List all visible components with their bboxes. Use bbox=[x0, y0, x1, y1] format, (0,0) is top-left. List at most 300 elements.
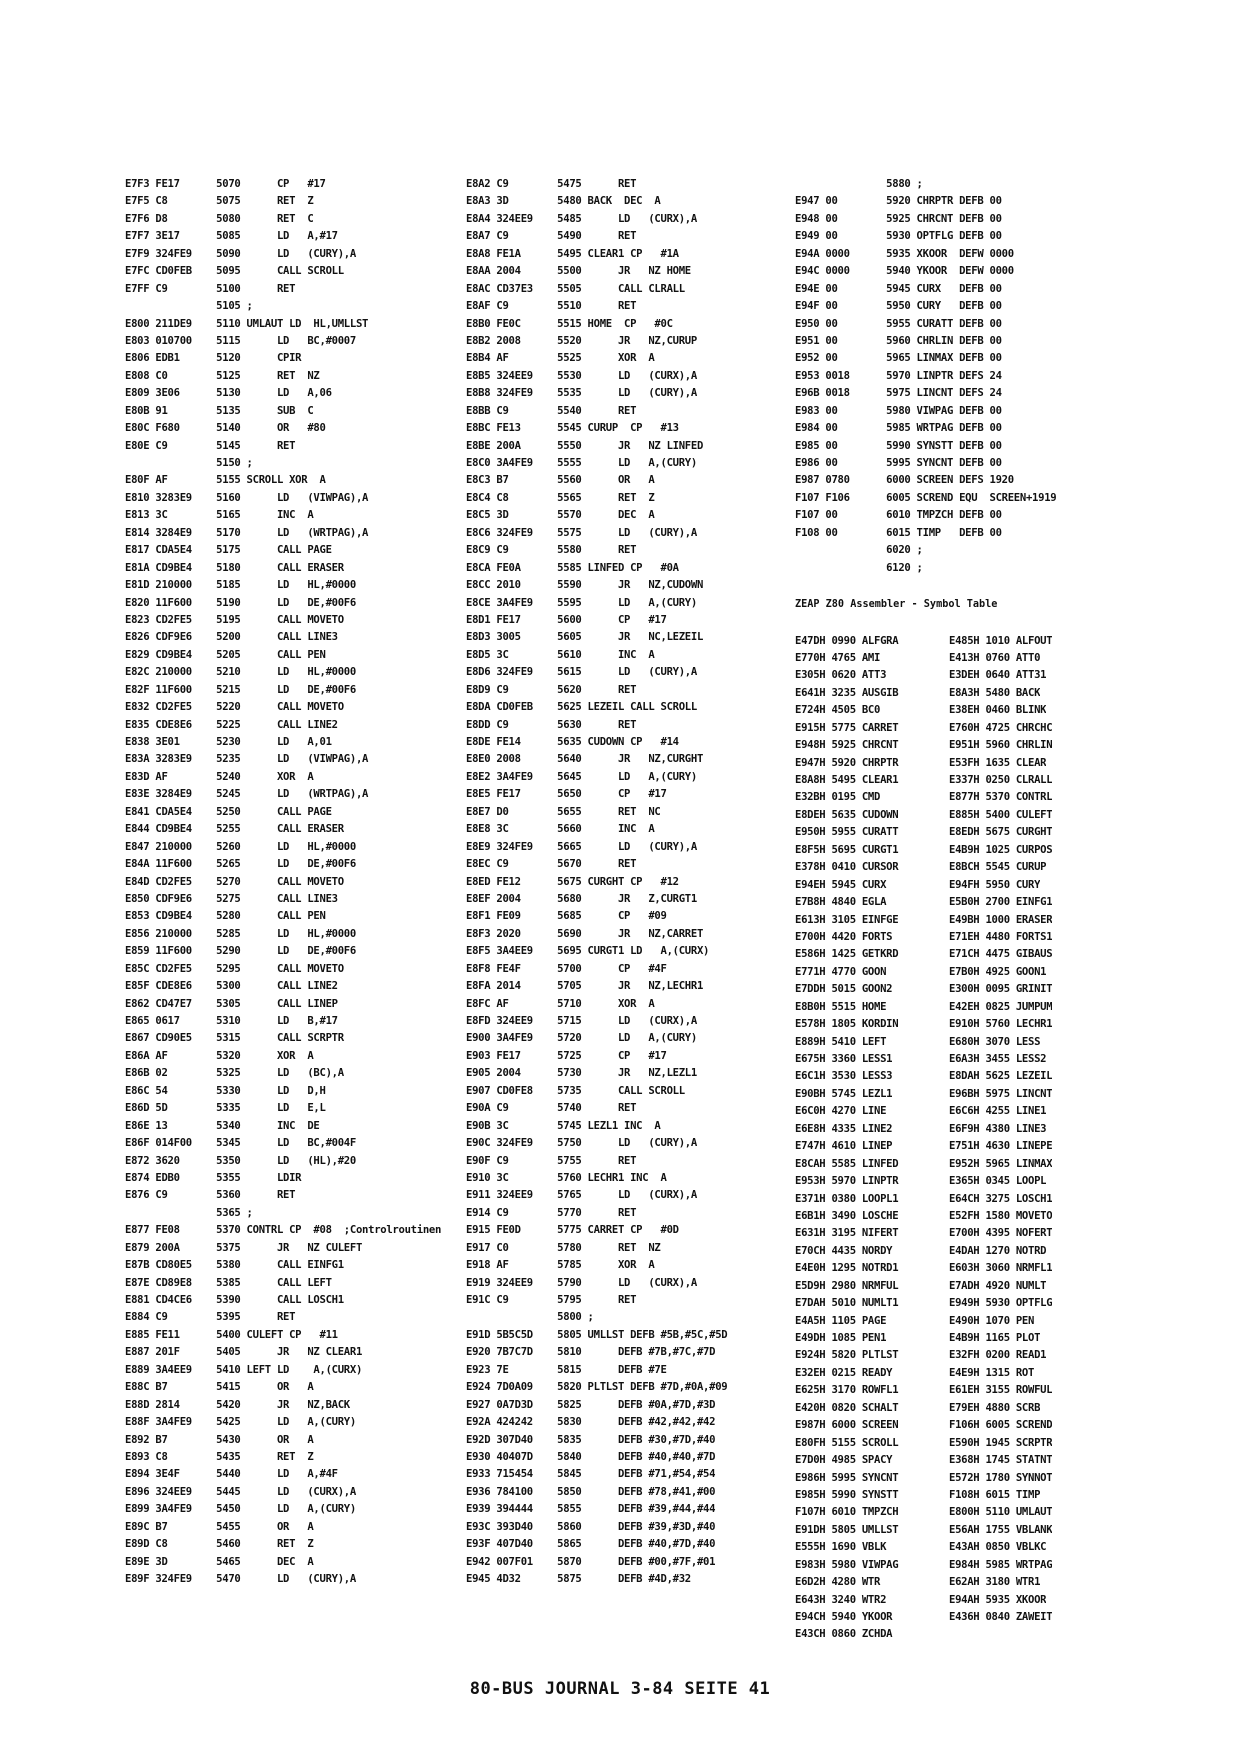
code-line: 5105 ; bbox=[125, 300, 253, 313]
symbol-row bbox=[795, 755, 1205, 772]
symbol-entry: E7ADH 4920 NUMLT bbox=[949, 1279, 1047, 1292]
symbol-entry: E631H 3195 NIFERT bbox=[795, 1227, 899, 1240]
symbol-entry: E613H 3105 EINFGE bbox=[795, 913, 899, 926]
symbol-row bbox=[795, 1592, 1205, 1609]
symbol-row bbox=[795, 772, 1205, 789]
symbol-entry: E90BH 5745 LEZL1 bbox=[795, 1087, 893, 1100]
code-line: E885 FE11 5400 CULEFT CP #11 bbox=[125, 1328, 338, 1341]
symbol-entry: E8DEH 5635 CUDOWN bbox=[795, 808, 899, 821]
symbol-row bbox=[795, 1225, 1205, 1242]
code-line: E80F AF 5155 SCROLL XOR A bbox=[125, 474, 326, 487]
symbol-entry: E625H 3170 ROWFL1 bbox=[795, 1384, 899, 1397]
symbol-entry: E8EDH 5675 CURGHT bbox=[949, 826, 1053, 839]
symbol-table-title: ZEAP Z80 Assembler - Symbol Table bbox=[795, 599, 998, 611]
code-line: E859 11F600 5290 LD DE,#00F6 bbox=[125, 945, 356, 958]
symbol-entry: E586H 1425 GETKRD bbox=[795, 948, 899, 961]
symbol-entry: E800H 5110 UMLAUT bbox=[949, 1506, 1053, 1519]
symbol-row bbox=[795, 964, 1205, 981]
code-line: E8BB C9 5540 RET bbox=[466, 404, 637, 417]
symbol-row bbox=[795, 1156, 1205, 1173]
symbol-entry: F106H 6005 SCREND bbox=[949, 1419, 1053, 1432]
code-line: E939 394444 5855 DEFB #39,#44,#44 bbox=[466, 1503, 716, 1516]
code-line: E7F9 324FE9 5090 LD (CURY),A bbox=[125, 247, 356, 260]
code-line: E918 AF 5785 XOR A bbox=[466, 1259, 655, 1272]
code-line: E88D 2814 5420 JR NZ,BACK bbox=[125, 1398, 350, 1411]
code-line: E88C B7 5415 OR A bbox=[125, 1381, 314, 1394]
code-line: E84A 11F600 5265 LD DE,#00F6 bbox=[125, 858, 356, 871]
code-line: E86A AF 5320 XOR A bbox=[125, 1049, 314, 1062]
code-line: E8F5 3A4EE9 5695 CURGT1 LD A,(CURX) bbox=[466, 945, 710, 958]
code-line: E850 CDF9E6 5275 CALL LINE3 bbox=[125, 892, 338, 905]
code-line: F108 00 6015 TIMP DEFB 00 bbox=[795, 526, 1002, 539]
symbol-row bbox=[795, 702, 1205, 719]
code-line: E984 00 5985 WRTPAG DEFB 00 bbox=[795, 422, 1002, 435]
code-line: E7FF C9 5100 RET bbox=[125, 282, 296, 295]
symbol-entry: E6F9H 4380 LINE3 bbox=[949, 1122, 1047, 1135]
symbol-entry: F108H 6015 TIMP bbox=[949, 1488, 1041, 1501]
code-line: E803 010700 5115 LD BC,#0007 bbox=[125, 334, 356, 347]
symbol-row bbox=[795, 789, 1205, 806]
code-line: E8DA CD0FEB 5625 LEZEIL CALL SCROLL bbox=[466, 701, 697, 714]
code-line: E8CC 2010 5590 JR NZ,CUDOWN bbox=[466, 579, 704, 592]
symbol-entry: E987H 6000 SCREEN bbox=[795, 1419, 899, 1432]
code-line: E8A7 C9 5490 RET bbox=[466, 230, 637, 243]
symbol-row bbox=[795, 1086, 1205, 1103]
code-line: E987 0780 6000 SCREEN DEFS 1920 bbox=[795, 474, 1014, 487]
code-line: E809 3E06 5130 LD A,06 bbox=[125, 387, 332, 400]
symbol-entry: E680H 3070 LESS bbox=[949, 1035, 1041, 1048]
symbol-row bbox=[795, 1313, 1205, 1330]
symbol-row bbox=[795, 859, 1205, 876]
symbol-entry: E94AH 5935 XKOOR bbox=[949, 1593, 1047, 1606]
code-line: E89E 3D 5465 DEC A bbox=[125, 1555, 314, 1568]
code-line: E986 00 5995 SYNCNT DEFB 00 bbox=[795, 457, 1002, 469]
code-line: E8C6 324FE9 5575 LD (CURY),A bbox=[466, 526, 697, 539]
code-line: E86D 5D 5335 LD E,L bbox=[125, 1102, 326, 1115]
code-line: E910 3C 5760 LECHR1 INC A bbox=[466, 1171, 667, 1184]
symbol-entry: E985H 5990 SYNSTT bbox=[795, 1488, 899, 1501]
code-line: E8B5 324EE9 5530 LD (CURX),A bbox=[466, 369, 697, 382]
symbol-row bbox=[795, 685, 1205, 702]
symbol-row bbox=[795, 1051, 1205, 1068]
symbol-entry: E62AH 3180 WTR1 bbox=[949, 1576, 1041, 1589]
code-line: E919 324EE9 5790 LD (CURX),A bbox=[466, 1276, 697, 1289]
code-line: E8CA FE0A 5585 LINFED CP #0A bbox=[466, 561, 679, 574]
symbol-entry: E8CAH 5585 LINFED bbox=[795, 1157, 899, 1170]
symbol-table bbox=[795, 633, 1205, 1644]
symbol-entry: E770H 4765 AMI bbox=[795, 651, 881, 664]
code-line: E89D C8 5460 RET Z bbox=[125, 1538, 314, 1551]
symbol-entry: E751H 4630 LINEPE bbox=[949, 1140, 1053, 1153]
code-line: E892 B7 5430 OR A bbox=[125, 1433, 314, 1446]
symbol-entry: E947H 5920 CHRPTR bbox=[795, 756, 899, 769]
code-line: E806 EDB1 5120 CPIR bbox=[125, 352, 302, 365]
symbol-row bbox=[795, 824, 1205, 841]
code-line: E89C B7 5455 OR A bbox=[125, 1520, 314, 1533]
symbol-entry: E94FH 5950 CURY bbox=[949, 878, 1041, 891]
code-line: E81D 210000 5185 LD HL,#0000 bbox=[125, 579, 356, 592]
symbol-entry: E6A3H 3455 LESS2 bbox=[949, 1053, 1047, 1065]
code-line: E85F CDE8E6 5300 CALL LINE2 bbox=[125, 980, 338, 993]
code-line: E810 3283E9 5160 LD (VIWPAG),A bbox=[125, 491, 369, 504]
symbol-row bbox=[795, 1574, 1205, 1591]
code-line: E85C CD2FE5 5295 CALL MOVETO bbox=[125, 962, 344, 975]
code-line: F107 F106 6005 SCREND EQU SCREEN+1919 bbox=[795, 491, 1057, 504]
code-line: E84D CD2FE5 5270 CALL MOVETO bbox=[125, 875, 344, 888]
symbol-entry: E80FH 5155 SCROLL bbox=[795, 1436, 899, 1449]
symbol-entry: E4E0H 1295 NOTRD1 bbox=[795, 1262, 899, 1275]
code-line: E8EF 2004 5680 JR Z,CURGT1 bbox=[466, 892, 697, 905]
symbol-row bbox=[795, 1539, 1205, 1556]
code-line: E874 EDB0 5355 LDIR bbox=[125, 1171, 302, 1184]
code-line: E91C C9 5795 RET bbox=[466, 1294, 637, 1306]
code-line: E8EC C9 5670 RET bbox=[466, 858, 637, 871]
symbol-row bbox=[795, 1435, 1205, 1452]
symbol-entry: E71EH 4480 FORTS1 bbox=[949, 930, 1053, 943]
code-line: E8D3 3005 5605 JR NC,LEZEIL bbox=[466, 631, 704, 644]
code-line: E900 3A4FE9 5720 LD A,(CURY) bbox=[466, 1032, 697, 1045]
symbol-entry: E52FH 1580 MOVETO bbox=[949, 1209, 1053, 1222]
code-line: E847 210000 5260 LD HL,#0000 bbox=[125, 840, 356, 853]
symbol-entry: E555H 1690 VBLK bbox=[795, 1541, 887, 1554]
symbol-row bbox=[795, 1452, 1205, 1469]
code-line: E829 CD9BE4 5205 CALL PEN bbox=[125, 648, 326, 661]
code-line: E94C 0000 5940 YKOOR DEFW 0000 bbox=[795, 265, 1014, 278]
symbol-row bbox=[795, 1138, 1205, 1155]
code-line: E88F 3A4FE9 5425 LD A,(CURY) bbox=[125, 1416, 356, 1429]
code-line: E930 40407D 5840 DEFB #40,#40,#7D bbox=[466, 1450, 716, 1463]
symbol-row bbox=[795, 1347, 1205, 1364]
code-line: E86B 02 5325 LD (BC),A bbox=[125, 1067, 344, 1080]
symbol-entry: E71CH 4475 GIBAUS bbox=[949, 948, 1053, 961]
code-line: E92A 424242 5830 DEFB #42,#42,#42 bbox=[466, 1416, 716, 1429]
code-line: E80C F680 5140 OR #80 bbox=[125, 422, 326, 435]
symbol-entry: E877H 5370 CONTRL bbox=[949, 791, 1053, 804]
code-line: E8F8 FE4F 5700 CP #4F bbox=[466, 962, 667, 975]
code-line: E87E CD89E8 5385 CALL LEFT bbox=[125, 1276, 332, 1289]
symbol-row bbox=[795, 894, 1205, 911]
symbol-row bbox=[795, 1295, 1205, 1312]
code-line: E7F3 FE17 5070 CP #17 bbox=[125, 178, 326, 190]
code-line: E884 C9 5395 RET bbox=[125, 1311, 296, 1324]
code-line: E893 C8 5435 RET Z bbox=[125, 1450, 314, 1463]
code-line: E8FD 324EE9 5715 LD (CURX),A bbox=[466, 1015, 697, 1027]
symbol-row bbox=[795, 912, 1205, 929]
symbol-entry: E490H 1070 PEN bbox=[949, 1314, 1035, 1327]
code-line: E985 00 5990 SYNSTT DEFB 00 bbox=[795, 439, 1002, 452]
symbol-row bbox=[795, 1400, 1205, 1417]
symbol-entry: E4DAH 1270 NOTRD bbox=[949, 1244, 1047, 1257]
symbol-row bbox=[795, 877, 1205, 894]
code-line: E92D 307D40 5835 DEFB #30,#7D,#40 bbox=[466, 1433, 716, 1446]
code-line: E887 201F 5405 JR NZ CLEAR1 bbox=[125, 1346, 363, 1359]
code-line: E81A CD9BE4 5180 CALL ERASER bbox=[125, 561, 344, 574]
code-line: E844 CD9BE4 5255 CALL ERASER bbox=[125, 823, 344, 836]
code-line: E907 CD0FE8 5735 CALL SCROLL bbox=[466, 1084, 685, 1097]
code-line: E889 3A4EE9 5410 LEFT LD A,(CURX) bbox=[125, 1363, 363, 1376]
code-line: E872 3620 5350 LD (HL),#20 bbox=[125, 1154, 356, 1167]
code-line: 5365 ; bbox=[125, 1206, 253, 1219]
code-line: E8E0 2008 5640 JR NZ,CURGHT bbox=[466, 753, 704, 766]
code-line: 5150 ; bbox=[125, 457, 253, 469]
code-line: E8A3 3D 5480 BACK DEC A bbox=[466, 195, 661, 208]
symbol-entry: E49DH 1085 PEN1 bbox=[795, 1332, 887, 1344]
symbol-row bbox=[795, 1487, 1205, 1504]
symbol-entry: E4A5H 1105 PAGE bbox=[795, 1314, 887, 1327]
code-line: E8D5 3C 5610 INC A bbox=[466, 648, 655, 661]
symbol-entry: E8B0H 5515 HOME bbox=[795, 1000, 887, 1013]
symbol-entry: E305H 0620 ATT3 bbox=[795, 669, 887, 682]
code-line: E865 0617 5310 LD B,#17 bbox=[125, 1015, 338, 1027]
code-line: E800 211DE9 5110 UMLAUT LD HL,UMLLST bbox=[125, 317, 369, 330]
symbol-row bbox=[795, 1382, 1205, 1399]
code-line: E8D6 324FE9 5615 LD (CURY),A bbox=[466, 666, 697, 679]
symbol-entry: E949H 5930 OPTFLG bbox=[949, 1297, 1053, 1310]
symbol-entry: E7D0H 4985 SPACY bbox=[795, 1454, 893, 1467]
symbol-entry: E49BH 1000 ERASER bbox=[949, 913, 1053, 926]
symbol-entry: E8F5H 5695 CURGT1 bbox=[795, 843, 899, 856]
code-line: E881 CD4CE6 5390 CALL LOSCH1 bbox=[125, 1294, 344, 1306]
code-line: E8D9 C9 5620 RET bbox=[466, 683, 637, 696]
code-line: F107 00 6010 TMPZCH DEFB 00 bbox=[795, 509, 1002, 522]
code-line: E8D1 FE17 5600 CP #17 bbox=[466, 613, 667, 626]
symbol-entry: E371H 0380 LOOPL1 bbox=[795, 1192, 899, 1205]
symbol-entry: E94EH 5945 CURX bbox=[795, 878, 887, 891]
code-line: E951 00 5960 CHRLIN DEFB 00 bbox=[795, 334, 1002, 347]
code-line: E80B 91 5135 SUB C bbox=[125, 404, 314, 417]
symbol-entry: E4B9H 1165 PLOT bbox=[949, 1332, 1041, 1344]
symbol-entry: E8A8H 5495 CLEAR1 bbox=[795, 774, 899, 786]
code-line: E905 2004 5730 JR NZ,LEZL1 bbox=[466, 1067, 697, 1080]
listing-column-2 bbox=[466, 176, 796, 1588]
code-line: E879 200A 5375 JR NZ CULEFT bbox=[125, 1241, 363, 1254]
code-line: E917 C0 5780 RET NZ bbox=[466, 1241, 661, 1254]
code-line: E899 3A4FE9 5450 LD A,(CURY) bbox=[125, 1503, 356, 1516]
symbol-entry: E61EH 3155 ROWFUL bbox=[949, 1384, 1053, 1397]
code-line: E817 CDA5E4 5175 CALL PAGE bbox=[125, 544, 332, 557]
code-line: 5880 ; bbox=[795, 178, 923, 190]
symbol-entry: E485H 1010 ALFOUT bbox=[949, 634, 1053, 647]
symbol-row bbox=[795, 999, 1205, 1016]
symbol-entry: E5B0H 2700 EINFG1 bbox=[949, 896, 1053, 909]
symbol-row bbox=[795, 1173, 1205, 1190]
symbol-row bbox=[795, 1103, 1205, 1120]
code-line: E7F7 3E17 5085 LD A,#17 bbox=[125, 230, 338, 243]
code-line: E877 FE08 5370 CONTRL CP #08 ;Controlroutinen bbox=[125, 1224, 442, 1237]
symbol-row bbox=[795, 1417, 1205, 1434]
code-line: E82F 11F600 5215 LD DE,#00F6 bbox=[125, 683, 356, 696]
code-line: 5800 ; bbox=[466, 1311, 594, 1324]
code-line: E949 00 5930 OPTFLG DEFB 00 bbox=[795, 230, 1002, 243]
code-line: E8FA 2014 5705 JR NZ,LECHR1 bbox=[466, 980, 704, 993]
code-line: E7FC CD0FEB 5095 CALL SCROLL bbox=[125, 265, 344, 278]
symbol-entry: E572H 1780 SYNNOT bbox=[949, 1471, 1053, 1484]
symbol-entry: E6B1H 3490 LOSCHE bbox=[795, 1209, 899, 1222]
code-line: E8BC FE13 5545 CURUP CP #13 bbox=[466, 422, 679, 435]
code-line: E8E7 D0 5655 RET NC bbox=[466, 805, 661, 818]
symbol-entry: E885H 5400 CULEFT bbox=[949, 808, 1053, 821]
symbol-entry: E6D2H 4280 WTR bbox=[795, 1576, 881, 1589]
code-line: E952 00 5965 LINMAX DEFB 00 bbox=[795, 352, 1002, 365]
symbol-entry: E643H 3240 WTR2 bbox=[795, 1593, 887, 1606]
code-line: E80E C9 5145 RET bbox=[125, 439, 296, 452]
symbol-entry: E578H 1805 KORDIN bbox=[795, 1018, 899, 1031]
symbol-entry: E700H 4420 FORTS bbox=[795, 930, 893, 943]
symbol-row bbox=[795, 946, 1205, 963]
code-line: E8C9 C9 5580 RET bbox=[466, 544, 637, 557]
code-line: E8B2 2008 5520 JR NZ,CURUP bbox=[466, 334, 697, 347]
code-line: E867 CD90E5 5315 CALL SCRPTR bbox=[125, 1032, 344, 1045]
code-line: E808 C0 5125 RET NZ bbox=[125, 369, 320, 382]
code-line: E94F 00 5950 CURY DEFB 00 bbox=[795, 300, 1002, 313]
symbol-entry: E984H 5985 WRTPAG bbox=[949, 1558, 1053, 1571]
symbol-entry: E42EH 0825 JUMPUM bbox=[949, 1000, 1053, 1013]
symbol-entry: E910H 5760 LECHR1 bbox=[949, 1018, 1053, 1031]
data-definitions bbox=[795, 176, 1205, 577]
symbol-entry: E64CH 3275 LOSCH1 bbox=[949, 1192, 1053, 1205]
code-line: E835 CDE8E6 5225 CALL LINE2 bbox=[125, 718, 338, 731]
symbol-row bbox=[795, 1626, 1205, 1643]
code-line: E927 0A7D3D 5825 DEFB #0A,#7D,#3D bbox=[466, 1398, 716, 1411]
code-line: E8A2 C9 5475 RET bbox=[466, 178, 637, 190]
code-line: E7F6 D8 5080 RET C bbox=[125, 212, 314, 225]
code-line: E90C 324FE9 5750 LD (CURY),A bbox=[466, 1137, 697, 1150]
code-line: E94A 0000 5935 XKOOR DEFW 0000 bbox=[795, 247, 1014, 260]
symbol-row bbox=[795, 650, 1205, 667]
code-line: E8ED FE12 5675 CURGHT CP #12 bbox=[466, 875, 679, 888]
code-line: E7F5 C8 5075 RET Z bbox=[125, 195, 314, 208]
symbol-row bbox=[795, 720, 1205, 737]
code-line: E8AF C9 5510 RET bbox=[466, 300, 637, 313]
symbol-entry: E47DH 0990 ALFGRA bbox=[795, 634, 899, 647]
symbol-row bbox=[795, 1191, 1205, 1208]
code-line: E862 CD47E7 5305 CALL LINEP bbox=[125, 997, 338, 1010]
code-line: E983 00 5980 VIWPAG DEFB 00 bbox=[795, 404, 1002, 417]
symbol-entry: E700H 4395 NOFERT bbox=[949, 1227, 1053, 1240]
code-line: 6120 ; bbox=[795, 561, 923, 574]
code-line: E8C0 3A4FE9 5555 LD A,(CURY) bbox=[466, 457, 697, 469]
symbol-row bbox=[795, 1278, 1205, 1295]
code-line: E90F C9 5755 RET bbox=[466, 1154, 637, 1167]
symbol-entry: E948H 5925 CHRCNT bbox=[795, 739, 899, 752]
code-line: E841 CDA5E4 5250 CALL PAGE bbox=[125, 805, 332, 818]
code-line: E93F 407D40 5865 DEFB #40,#7D,#40 bbox=[466, 1538, 716, 1551]
symbol-entry: E413H 0760 ATT0 bbox=[949, 651, 1041, 664]
symbol-entry: E771H 4770 GOON bbox=[795, 965, 887, 978]
symbol-entry: E368H 1745 STATNT bbox=[949, 1454, 1053, 1467]
code-line: E8B4 AF 5525 XOR A bbox=[466, 352, 655, 365]
symbol-row bbox=[795, 1504, 1205, 1521]
symbol-entry: E951H 5960 CHRLIN bbox=[949, 739, 1053, 752]
symbol-entry: E6E8H 4335 LINE2 bbox=[795, 1122, 893, 1135]
symbol-entry: E7B0H 4925 GOON1 bbox=[949, 965, 1047, 978]
symbol-entry: E760H 4725 CHRCHC bbox=[949, 721, 1053, 734]
symbol-entry: E950H 5955 CURATT bbox=[795, 826, 899, 839]
code-line: E896 324EE9 5445 LD (CURX),A bbox=[125, 1485, 356, 1498]
symbol-entry: E300H 0095 GRINIT bbox=[949, 983, 1053, 996]
code-line: E86E 13 5340 INC DE bbox=[125, 1119, 320, 1132]
symbol-entry: E5D9H 2980 NRMFUL bbox=[795, 1279, 899, 1292]
code-line: E820 11F600 5190 LD DE,#00F6 bbox=[125, 596, 356, 609]
symbol-entry: E436H 0840 ZAWEIT bbox=[949, 1611, 1053, 1623]
symbol-row bbox=[795, 1016, 1205, 1033]
code-line: E82C 210000 5210 LD HL,#0000 bbox=[125, 666, 356, 679]
symbol-row bbox=[795, 1365, 1205, 1382]
code-line: E8C3 B7 5560 OR A bbox=[466, 474, 655, 487]
code-line: E90B 3C 5745 LEZL1 INC A bbox=[466, 1119, 661, 1132]
symbol-row bbox=[795, 842, 1205, 859]
code-line: E83E 3284E9 5245 LD (WRTPAG),A bbox=[125, 788, 369, 801]
symbol-entry: E675H 3360 LESS1 bbox=[795, 1053, 893, 1065]
symbol-entry: E6C1H 3530 LESS3 bbox=[795, 1070, 893, 1083]
code-line: E915 FE0D 5775 CARRET CP #0D bbox=[466, 1224, 679, 1237]
code-line: E823 CD2FE5 5195 CALL MOVETO bbox=[125, 613, 344, 626]
code-line: E911 324EE9 5765 LD (CURX),A bbox=[466, 1189, 697, 1202]
code-line: E920 7B7C7D 5810 DEFB #7B,#7C,#7D bbox=[466, 1346, 716, 1359]
listing-column-3 bbox=[795, 176, 1205, 1644]
code-line: E8E9 324FE9 5665 LD (CURY),A bbox=[466, 840, 697, 853]
symbol-entry: E7B8H 4840 EGLA bbox=[795, 896, 887, 909]
symbol-row bbox=[795, 633, 1205, 650]
code-line: E93C 393D40 5860 DEFB #39,#3D,#40 bbox=[466, 1520, 716, 1533]
code-line: E83A 3283E9 5235 LD (VIWPAG),A bbox=[125, 753, 369, 766]
code-line: E8DE FE14 5635 CUDOWN CP #14 bbox=[466, 736, 679, 748]
symbol-entry: E91DH 5805 UMLLST bbox=[795, 1523, 899, 1536]
symbol-entry: E337H 0250 CLRALL bbox=[949, 774, 1053, 786]
code-line: E8E8 3C 5660 INC A bbox=[466, 823, 655, 836]
code-line: E91D 5B5C5D 5805 UMLLST DEFB #5B,#5C,#5D bbox=[466, 1328, 728, 1341]
code-line: E87B CD80E5 5380 CALL EINFG1 bbox=[125, 1259, 344, 1272]
code-line: E8E2 3A4FE9 5645 LD A,(CURY) bbox=[466, 770, 697, 783]
symbol-entry: E43AH 0850 VBLKC bbox=[949, 1541, 1047, 1554]
symbol-entry: E4B9H 1025 CURPOS bbox=[949, 843, 1053, 856]
symbol-entry: E79EH 4880 SCRB bbox=[949, 1401, 1041, 1414]
code-line: E924 7D0A09 5820 PLTLST DEFB #7D,#0A,#09 bbox=[466, 1381, 728, 1394]
code-line: E8FC AF 5710 XOR A bbox=[466, 997, 655, 1010]
symbol-entry: E983H 5980 VIWPAG bbox=[795, 1558, 899, 1571]
code-line: E814 3284E9 5170 LD (WRTPAG),A bbox=[125, 526, 369, 539]
symbol-entry: E7DAH 5010 NUMLT1 bbox=[795, 1297, 899, 1310]
code-line: E8CE 3A4FE9 5595 LD A,(CURY) bbox=[466, 596, 697, 609]
symbol-entry: E56AH 1755 VBLANK bbox=[949, 1523, 1053, 1536]
symbol-entry: E6C6H 4255 LINE1 bbox=[949, 1105, 1047, 1118]
symbol-entry: E96BH 5975 LINCNT bbox=[949, 1087, 1053, 1100]
code-line: E94E 00 5945 CURX DEFB 00 bbox=[795, 282, 1002, 295]
code-line: E838 3E01 5230 LD A,01 bbox=[125, 736, 332, 748]
symbol-entry: E986H 5995 SYNCNT bbox=[795, 1471, 899, 1484]
symbol-row bbox=[795, 929, 1205, 946]
symbol-entry: E952H 5965 LINMAX bbox=[949, 1157, 1053, 1170]
code-line: E936 784100 5850 DEFB #78,#41,#00 bbox=[466, 1485, 716, 1498]
symbol-entry: F107H 6010 TMPZCH bbox=[795, 1506, 899, 1519]
symbol-row bbox=[795, 807, 1205, 824]
symbol-row bbox=[795, 1330, 1205, 1347]
code-line: E942 007F01 5870 DEFB #00,#7F,#01 bbox=[466, 1555, 716, 1568]
code-line: E8F3 2020 5690 JR NZ,CARRET bbox=[466, 927, 704, 940]
symbol-entry: E889H 5410 LEFT bbox=[795, 1035, 887, 1048]
symbol-entry: E365H 0345 LOOPL bbox=[949, 1175, 1047, 1188]
code-line: E894 3E4F 5440 LD A,#4F bbox=[125, 1468, 338, 1481]
symbol-entry: E378H 0410 CURSOR bbox=[795, 861, 899, 874]
code-line: E8A4 324EE9 5485 LD (CURX),A bbox=[466, 212, 697, 225]
symbol-entry: E8A3H 5480 BACK bbox=[949, 686, 1041, 699]
symbol-row bbox=[795, 667, 1205, 684]
symbol-row bbox=[795, 1121, 1205, 1138]
code-line: 6020 ; bbox=[795, 544, 923, 557]
symbol-row bbox=[795, 1208, 1205, 1225]
symbol-entry: E32BH 0195 CMD bbox=[795, 791, 881, 804]
code-line: E8E5 FE17 5650 CP #17 bbox=[466, 788, 667, 801]
